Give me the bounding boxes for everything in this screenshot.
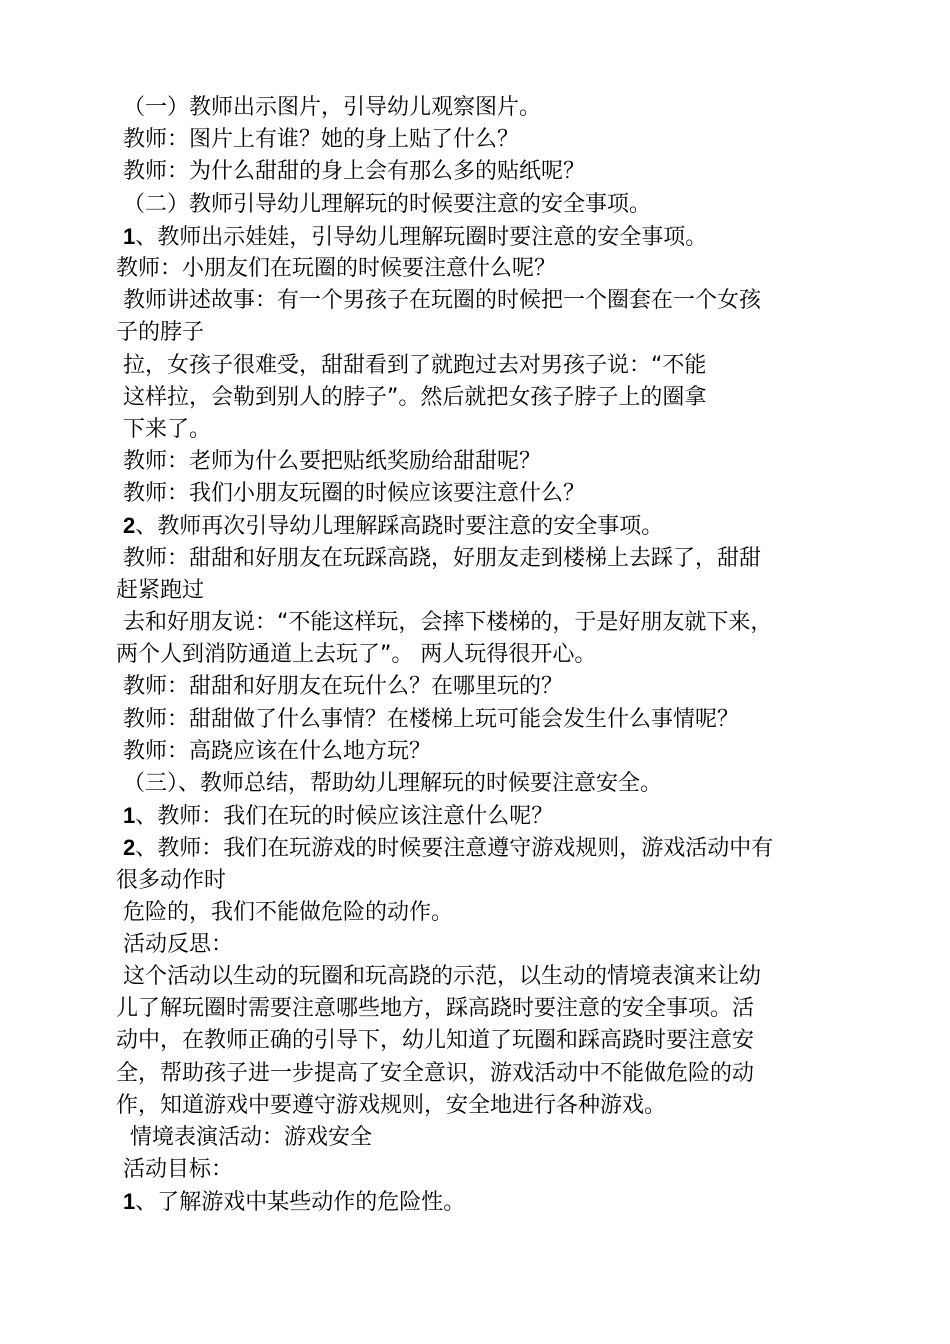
text-line: 活动目标： xyxy=(116,1157,233,1183)
text-line: 教师：为什么甜甜的身上会有那么多的贴纸呢？ xyxy=(116,159,585,185)
text-line: 很多动作时 xyxy=(116,867,227,893)
text-line: （二）教师引导幼儿理解玩的时候要注意的安全事项。 xyxy=(116,191,651,217)
text-line: 作，知道游戏中要遵守游戏规则，安全地进行各种游戏。 xyxy=(116,1092,667,1118)
list-number: 1 xyxy=(123,223,136,249)
text-line: 去和好朋友说：“不能这样玩，会摔下楼梯的，于是好朋友就下来， xyxy=(116,610,773,635)
text-line: 情境表演活动：游戏安全 xyxy=(116,1125,372,1150)
text-line: （一）教师出示图片，引导幼儿观察图片。 xyxy=(116,95,541,120)
text-line: 活动反思： xyxy=(116,931,233,957)
text-line: 教师：高跷应该在什么地方玩？ xyxy=(116,738,431,764)
text-line: 教师：我们小朋友玩圈的时候应该要注意什么？ xyxy=(116,481,585,507)
text-line: 儿了解玩圈时需要注意哪些地方，踩高跷时要注意的安全事项。活 xyxy=(116,996,755,1022)
text-line: 1、了解游戏中某些动作的危险性。 xyxy=(123,1189,466,1216)
text-line: 全，帮助孩子进一步提高了安全意识，游戏活动中不能做危险的动 xyxy=(116,1060,755,1086)
text-line: 教师讲述故事：有一个男孩子在玩圈的时候把一个圈套在一个女孩 xyxy=(116,288,761,314)
list-number: 2 xyxy=(123,513,136,539)
list-number: 1 xyxy=(123,803,136,829)
text-line: 教师：老师为什么要把贴纸奖励给甜甜呢？ xyxy=(116,449,541,475)
list-number: 1 xyxy=(123,1189,136,1215)
text-line: 教师：图片上有谁？她的身上贴了什么？ xyxy=(116,127,519,153)
text-line: 2、教师：我们在玩游戏的时候要注意遵守游戏规则，游戏活动中有 xyxy=(123,835,774,862)
text-line: 两个人到消防通道上去玩了”。 两人玩得很开心。 xyxy=(116,642,597,668)
text-line: 教师：甜甜和好朋友在玩什么？在哪里玩的？ xyxy=(116,674,563,700)
text-line: 1、教师出示娃娃，引导幼儿理解玩圈时要注意的安全事项。 xyxy=(123,223,708,250)
text-line: 教师：甜甜和好朋友在玩踩高跷，好朋友走到楼梯上去踩了，甜甜 xyxy=(116,545,761,571)
text-line: （三）、教师总结，帮助幼儿理解玩的时候要注意安全。 xyxy=(116,770,662,796)
text-line: 2、教师再次引导幼儿理解踩高跷时要注意的安全事项。 xyxy=(123,513,664,540)
text-line: 教师：小朋友们在玩圈的时候要注意什么呢？ xyxy=(116,255,557,281)
text-line: 这个活动以生动的玩圈和玩高跷的示范，以生动的情境表演来让幼 xyxy=(116,964,761,990)
text-line: 下来了。 xyxy=(116,416,211,442)
document-body xyxy=(116,92,836,1219)
text-line: 拉，女孩子很难受，甜甜看到了就跑过去对男孩子说：“不能 xyxy=(116,352,707,378)
text-line: 子的脖子 xyxy=(116,320,205,346)
text-line: 教师：甜甜做了什么事情？在楼梯上玩可能会发生什么事情呢？ xyxy=(116,706,739,732)
text-line: 这样拉，会勒到别人的脖子”。然后就把女孩子脖子上的圈拿 xyxy=(116,384,707,410)
text-line: 赶紧跑过 xyxy=(116,577,205,603)
text-line: 1、教师：我们在玩的时候应该注意什么呢？ xyxy=(123,803,554,830)
text-line: 危险的，我们不能做危险的动作。 xyxy=(116,899,453,925)
text-line: 动中，在教师正确的引导下，幼儿知道了玩圈和踩高跷时要注意安 xyxy=(116,1028,755,1054)
list-number: 2 xyxy=(123,835,136,861)
